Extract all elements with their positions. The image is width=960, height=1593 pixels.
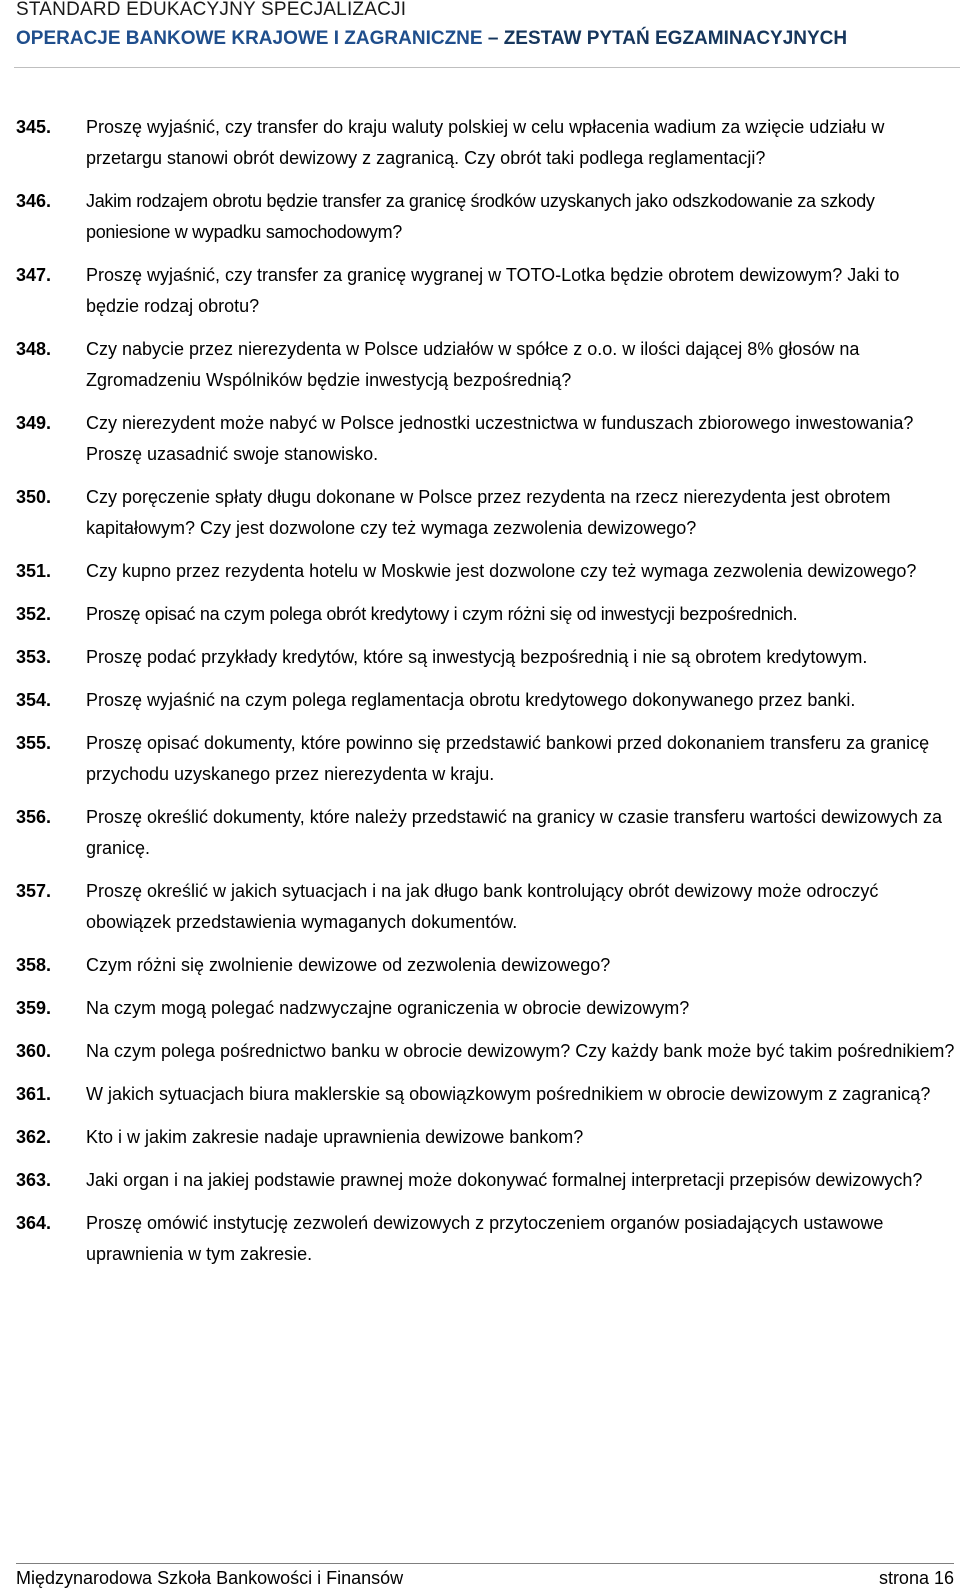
question-text: Proszę wyjaśnić na czym polega reglamentacja obrotu kredytowego dokonywanego przez banki. — [86, 690, 856, 710]
question-number: 356. — [16, 807, 52, 827]
list-item — [16, 1208, 956, 1270]
question-text: Proszę opisać dokumenty, które powinno się przedstawić bankowi przed dokonaniem transferu za granicę przychodu uzyskanego przez nierezydenta w kraju. — [86, 733, 930, 784]
question-text: Czy nabycie przez nierezydenta w Polsce udziałów w spółce z o.o. w ilości dającej 8% głosów na Zgromadzeniu Wspólników będzie inwestycją bezpośrednią? — [86, 339, 860, 390]
list-item — [16, 408, 956, 470]
question-text: W jakich sytuacjach biura maklerskie są obowiązkowym pośrednikiem w obrocie dewizowym z zagranicą? — [86, 1084, 931, 1104]
list-item — [16, 876, 956, 938]
question-number: 355. — [16, 733, 52, 753]
question-number: 362. — [16, 1127, 52, 1147]
list-item — [16, 1079, 956, 1110]
question-text: Czy kupno przez rezydenta hotelu w Moskwie jest dozwolone czy też wymaga zezwolenia dewizowego? — [86, 561, 917, 581]
question-text: Czy poręczenie spłaty długu dokonane w Polsce przez rezydenta na rzecz nierezydenta jest obrotem kapitałowym? Czy jest dozwolone czy też wymaga zezwolenia dewizowego? — [86, 487, 891, 538]
list-item — [16, 642, 956, 673]
list-item — [16, 728, 956, 790]
question-text: Czym różni się zwolnienie dewizowe od zezwolenia dewizowego? — [86, 955, 611, 975]
list-item — [16, 802, 956, 864]
question-text: Kto i w jakim zakresie nadaje uprawnienia dewizowe bankom? — [86, 1127, 584, 1147]
list-item — [16, 993, 956, 1024]
question-number: 357. — [16, 881, 52, 901]
question-number: 363. — [16, 1170, 52, 1190]
list-item — [16, 1036, 956, 1067]
question-text: Czy nierezydent może nabyć w Polsce jednostki uczestnictwa w funduszach zbiorowego inwestowania? Proszę uzasadnić swoje stanowisko. — [86, 413, 914, 464]
question-number: 360. — [16, 1041, 52, 1061]
question-text: Proszę omówić instytucję zezwoleń dewizowych z przytoczeniem organów posiadających ustawowe uprawnienia w tym zakresie. — [86, 1213, 884, 1264]
question-number: 348. — [16, 339, 52, 359]
list-item — [16, 685, 956, 716]
header-subtitle — [16, 27, 952, 51]
question-text: Proszę wyjaśnić, czy transfer do kraju waluty polskiej w celu wpłacenia wadium za wzięcie udziału w przetargu stanowi obrót dewizowy z zagranicą. Czy obrót taki podlega reglamentacji? — [86, 117, 885, 168]
question-text: Jakim rodzajem obrotu będzie transfer za granicę środków uzyskanych jako odszkodowanie za szkody poniesione w wypadku samochodowym? — [86, 191, 875, 242]
question-number: 351. — [16, 561, 52, 581]
list-item — [16, 186, 956, 248]
question-list — [16, 112, 956, 1282]
footer-institution: Międzynarodowa Szkoła Bankowości i Finansów — [16, 1568, 404, 1588]
question-number: 361. — [16, 1084, 52, 1104]
question-text: Proszę wyjaśnić, czy transfer za granicę wygranej w TOTO-Lotka będzie obrotem dewizowym? Jaki to będzie rodzaj obrotu? — [86, 265, 900, 316]
question-number: 364. — [16, 1213, 52, 1233]
page-number: strona 16 — [878, 1568, 954, 1588]
question-number: 359. — [16, 998, 52, 1018]
list-item — [16, 556, 956, 587]
question-number: 346. — [16, 191, 52, 211]
question-number: 347. — [16, 265, 52, 285]
list-item — [16, 260, 956, 322]
list-item — [16, 950, 956, 981]
question-number: 350. — [16, 487, 52, 507]
question-number: 358. — [16, 955, 52, 975]
question-number: 353. — [16, 647, 52, 667]
list-item — [16, 112, 956, 174]
question-number: 354. — [16, 690, 52, 710]
question-text: Proszę określić w jakich sytuacjach i na jak długo bank kontrolujący obrót dewizowy może odroczyć obowiązek przedstawienia wymaganych dokumentów. — [86, 881, 879, 932]
page-header — [16, 0, 952, 51]
list-item — [16, 482, 956, 544]
question-number: 349. — [16, 413, 52, 433]
header-title: STANDARD EDUKACYJNY SPECJALIZACJI — [16, 0, 407, 20]
list-item — [16, 599, 956, 630]
list-item — [16, 334, 956, 396]
question-text: Proszę opisać na czym polega obrót kredytowy i czym różni się od inwestycji bezpośrednich. — [86, 604, 798, 624]
header-rule — [14, 67, 960, 68]
list-item — [16, 1165, 956, 1196]
page-footer — [16, 1563, 954, 1591]
header-subtitle-main: OPERACJE BANKOWE KRAJOWE I ZAGRANICZNE — [16, 28, 483, 49]
question-text: Na czym mogą polegać nadzwyczajne ograniczenia w obrocie dewizowym? — [86, 998, 690, 1018]
list-item — [16, 1122, 956, 1153]
header-subtitle-suffix: – ZESTAW PYTAŃ EGZAMINACYJNYCH — [482, 28, 848, 49]
question-text: Proszę podać przykłady kredytów, które są inwestycją bezpośrednią i nie są obrotem kredytowym. — [86, 647, 868, 667]
question-number: 352. — [16, 604, 52, 624]
question-number: 345. — [16, 117, 52, 137]
question-text: Proszę określić dokumenty, które należy przedstawić na granicy w czasie transferu wartości dewizowych za granicę. — [86, 807, 943, 858]
question-text: Na czym polega pośrednictwo banku w obrocie dewizowym? Czy każdy bank może być takim pośrednikiem? — [86, 1041, 955, 1061]
question-text: Jaki organ i na jakiej podstawie prawnej może dokonywać formalnej interpretacji przepisów dewizowych? — [86, 1170, 923, 1190]
